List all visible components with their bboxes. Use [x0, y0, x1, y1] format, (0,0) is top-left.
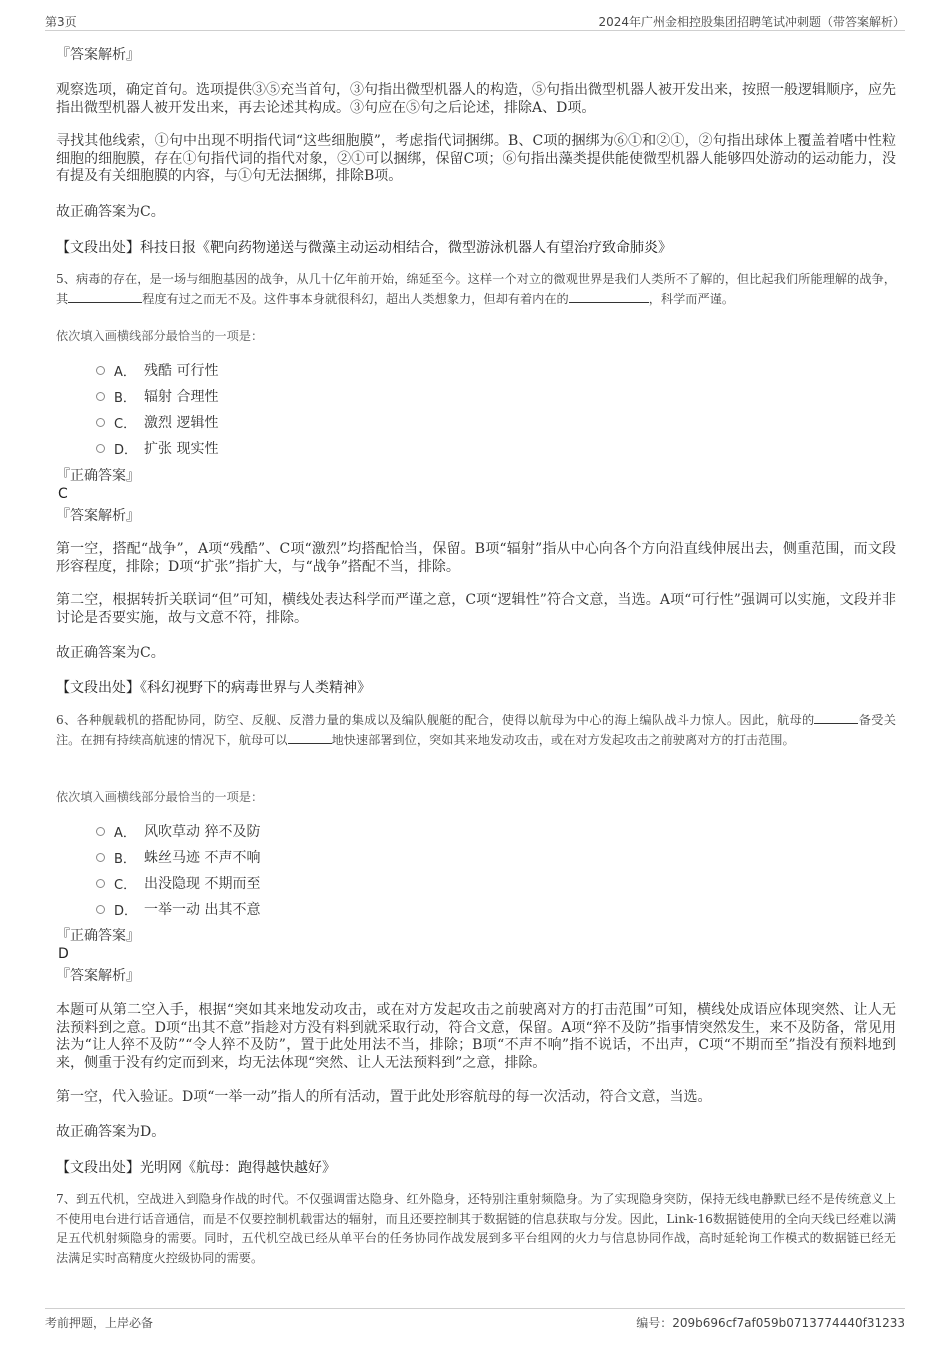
q5-option-a[interactable]: A． 残酷 可行性: [96, 357, 936, 383]
q6-stem: 6、各种舰载机的搭配协同，防空、反舰、反潜力量的集成以及编队舰艇的配合，使得以航母为中心的海上编队战斗力惊人。因此，航母的 备受关注。在拥有持续高航速的情况下，航母可以 地快速部署到位，突如其来地发动攻击，或在对方发起攻击之前驶离对方的打击范围。: [56, 713, 896, 747]
q7-stem: 7、到五代机，空战进入到隐身作战的时代。不仅强调雷达隐身、红外隐身，还特别注重射频隐身。为了实现隐身突防，保持无线电静默已经不是传统意义上不使用电台进行话音通信，而是不仅要控制机载雷达的辐射，而且还要控制其于数据链的信息获取与分发。因此，Link-16数据链使用的全向天线已经难以满足五代机射频隐身的需要。同时，五代机空战已经从单平台的任务协同作战发展到多平台组网的火力与信息协同作战，高时延轮询工作模式的数据链已经无法满足实时高精度火控级协同的需要。: [56, 1192, 896, 1265]
q6-prompt: 依次填入画横线部分最恰当的一项是：: [56, 790, 264, 804]
q6-options: [96, 818, 936, 922]
q5-option-c[interactable]: C． 激烈 逻辑性: [96, 409, 936, 435]
q6-blank-1a: [814, 711, 846, 724]
q6-option-b[interactable]: B． 蛛丝马迹 不声不响: [96, 844, 936, 870]
radio-icon[interactable]: [96, 905, 105, 914]
q5-correct-answer: C: [58, 486, 68, 502]
document-title: 2024年广州金相控股集团招聘笔试冲刺题（带答案解析）: [598, 15, 905, 29]
q6-option-a[interactable]: A． 风吹草动 猝不及防: [96, 818, 936, 844]
q6-option-c[interactable]: C． 出没隐现 不期而至: [96, 870, 936, 896]
radio-icon[interactable]: [96, 418, 105, 427]
q6-correct-answer: D: [58, 946, 69, 962]
radio-icon[interactable]: [96, 827, 105, 836]
q5-analysis-label: 『答案解析』: [56, 508, 140, 524]
q6-correct-label: 『正确答案』: [56, 928, 140, 944]
document-id: 编号：209b696cf7af059b0713774440f31233: [636, 1316, 905, 1330]
q4-source: 【文段出处】科技日报《靶向药物递送与微藻主动运动相结合，微型游泳机器人有望治疗致命肺炎》: [56, 240, 672, 256]
q5-option-d[interactable]: D． 扩张 现实性: [96, 435, 936, 461]
q5-correct-label: 『正确答案』: [56, 468, 140, 484]
q6-blank-1b: [846, 711, 858, 724]
q5-conclusion: 故正确答案为C。: [56, 645, 165, 661]
q6-analysis-p2: 第一空，代入验证。D项“一举一动”指人的所有活动，置于此处形容航母的每一次活动，符合文意，当选。: [56, 1089, 712, 1105]
q5-prompt: 依次填入画横线部分最恰当的一项是：: [56, 329, 264, 343]
q4-analysis-p2: 寻找其他线索，①句中出现不明指代词“这些细胞膜”，考虑指代词捆绑。B、C项的捆绑为⑥①和②①，②句指出球体上覆盖着嗜中性粒细胞的细胞膜，存在①句指代词的指代对象，②①可以捆绑，保留C项；⑥句指出藻类提供能使微型机器人能够四处游动的运动能力，没有提及有关细胞膜的内容，与①句无法捆绑，排除B项。: [56, 133, 896, 184]
q5-analysis-p1: 第一空，搭配“战争”，A项“残酷”、C项“激烈”均搭配恰当，保留。B项“辐射”指从中心向各个方向沿直线伸展出去，侧重范围，而文段形容程度，排除；D项“扩张”指扩大，与“战争”搭配不当，排除。: [56, 541, 896, 575]
page-footer: [45, 1308, 905, 1333]
q5-stem: 5、病毒的存在，是一场与细胞基因的战争，从几十亿年前开始，绵延至今。这样一个对立的微观世界是我们人类所不了解的，但比起我们所能理解的战争，其 程度有过之而无不及。这件事本身就很科幻，超出人类想象力，但却有着内在的 ，科学而严谨。: [56, 272, 896, 306]
q6-blank-2: [288, 731, 332, 744]
q5-options: [96, 357, 936, 461]
q6-conclusion: 故正确答案为D。: [56, 1124, 166, 1140]
radio-icon[interactable]: [96, 392, 105, 401]
q5-blank-1: [68, 290, 142, 303]
q4-analysis-label: 『答案解析』: [56, 47, 140, 63]
radio-icon[interactable]: [96, 853, 105, 862]
q4-conclusion: 故正确答案为C。: [56, 204, 165, 220]
radio-icon[interactable]: [96, 879, 105, 888]
q5-blank-2: [569, 290, 649, 303]
page-number: 第3页: [45, 15, 77, 29]
radio-icon[interactable]: [96, 444, 105, 453]
footer-slogan: 考前押题，上岸必备: [45, 1316, 154, 1330]
q6-source: 【文段出处】光明网《航母：跑得越快越好》: [56, 1160, 336, 1176]
page-header: [45, 10, 905, 31]
q5-source: 【文段出处】《科幻视野下的病毒世界与人类精神》: [56, 680, 371, 696]
q5-option-b[interactable]: B． 辐射 合理性: [96, 383, 936, 409]
q4-analysis-p1: 观察选项，确定首句。选项提供③⑤充当首句，③句指出微型机器人的构造，⑤句指出微型机器人被开发出来，按照一般逻辑顺序，应先指出微型机器人被开发出来，再去论述其构成。③句应在⑤句之后论述，排除A、D项。: [56, 82, 896, 116]
q5-analysis-p2: 第二空，根据转折关联词“但”可知，横线处表达科学而严谨之意，C项“逻辑性”符合文意，当选。A项“可行性”强调可以实施，文段并非讨论是否要实施，故与文意不符，排除。: [56, 592, 896, 626]
radio-icon[interactable]: [96, 366, 105, 375]
q6-option-d[interactable]: D． 一举一动 出其不意: [96, 896, 936, 922]
q6-analysis-p1: 本题可从第二空入手，根据“突如其来地发动攻击，或在对方发起攻击之前驶离对方的打击范围”可知，横线处成语应体现突然、让人无法预料到之意。D项“出其不意”指趁对方没有料到就采取行动，符合文意，保留。A项“猝不及防”指事情突然发生，来不及防备，常见用法为“让人猝不及防”“令人猝不及防”，置于此处用法不当，排除；B项“不声不响”指不说话，不出声，C项“不期而至”指没有预料地到来，侧重于没有约定而到来，均无法体现“突然、让人无法预料到”之意，排除。: [56, 1002, 896, 1071]
q6-analysis-label: 『答案解析』: [56, 968, 140, 984]
